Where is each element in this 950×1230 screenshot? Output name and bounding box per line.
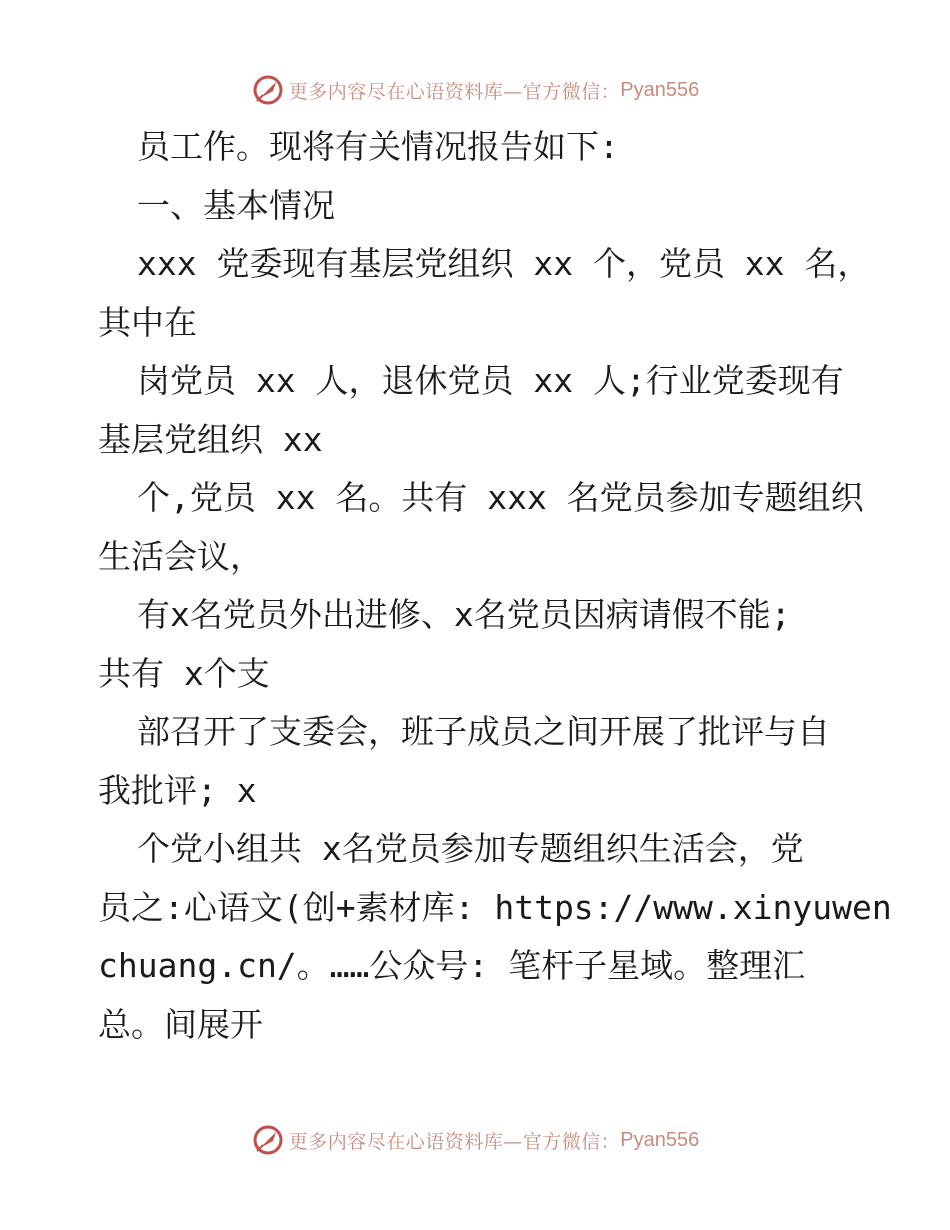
- paragraph-line: 生活会议，: [98, 536, 263, 576]
- paragraph-line: 岗党员 xx 人，退休党员 xx 人;行业党委现有: [137, 361, 844, 400]
- paragraph-line: 其中在: [98, 302, 197, 342]
- paragraph-line: 部召开了支委会，班子成员之间开展了批评与自: [137, 712, 830, 751]
- header-banner: [0, 70, 950, 110]
- paragraph-line: 员之:心语文(创+素材库: https://www.xinyuwen: [98, 887, 892, 927]
- paragraph-line: chuang.cn/。……公众号: 笔杆子星域。整理汇: [98, 946, 806, 985]
- document-body: [98, 118, 892, 1054]
- paragraph-line: xxx 党委现有基层党组织 xx 个，党员 xx 名，: [137, 244, 871, 283]
- section-heading: 一、基本情况: [137, 185, 335, 225]
- paragraph-line: 员工作。现将有关情况报告如下:: [137, 127, 619, 166]
- footer-wechat-id: Pyan556: [620, 1128, 700, 1151]
- paragraph-line: 我批评; x: [98, 770, 257, 810]
- paragraph-line: 个党小组共 x名党员参加专题组织生活会，党: [137, 829, 804, 868]
- footer-banner-text: 更多内容尽在心语资料库—官方微信：: [288, 1130, 621, 1153]
- header-banner-text: 更多内容尽在心语资料库—官方微信：: [288, 80, 621, 103]
- paragraph-line: 共有 x个支: [98, 653, 270, 693]
- quill-logo-icon: [251, 73, 285, 107]
- header-wechat-id: Pyan556: [620, 78, 700, 101]
- paragraph-line: 有x名党员外出进修、x名党员因病请假不能;: [137, 595, 791, 634]
- paragraph-line: 总。间展开: [98, 1004, 263, 1044]
- footer-banner: [0, 1120, 950, 1160]
- paragraph-line: 基层党组织 xx: [98, 419, 323, 459]
- paragraph-line: 个,党员 xx 名。共有 xxx 名党员参加专题组织: [137, 478, 864, 517]
- quill-logo-icon: [251, 1123, 285, 1157]
